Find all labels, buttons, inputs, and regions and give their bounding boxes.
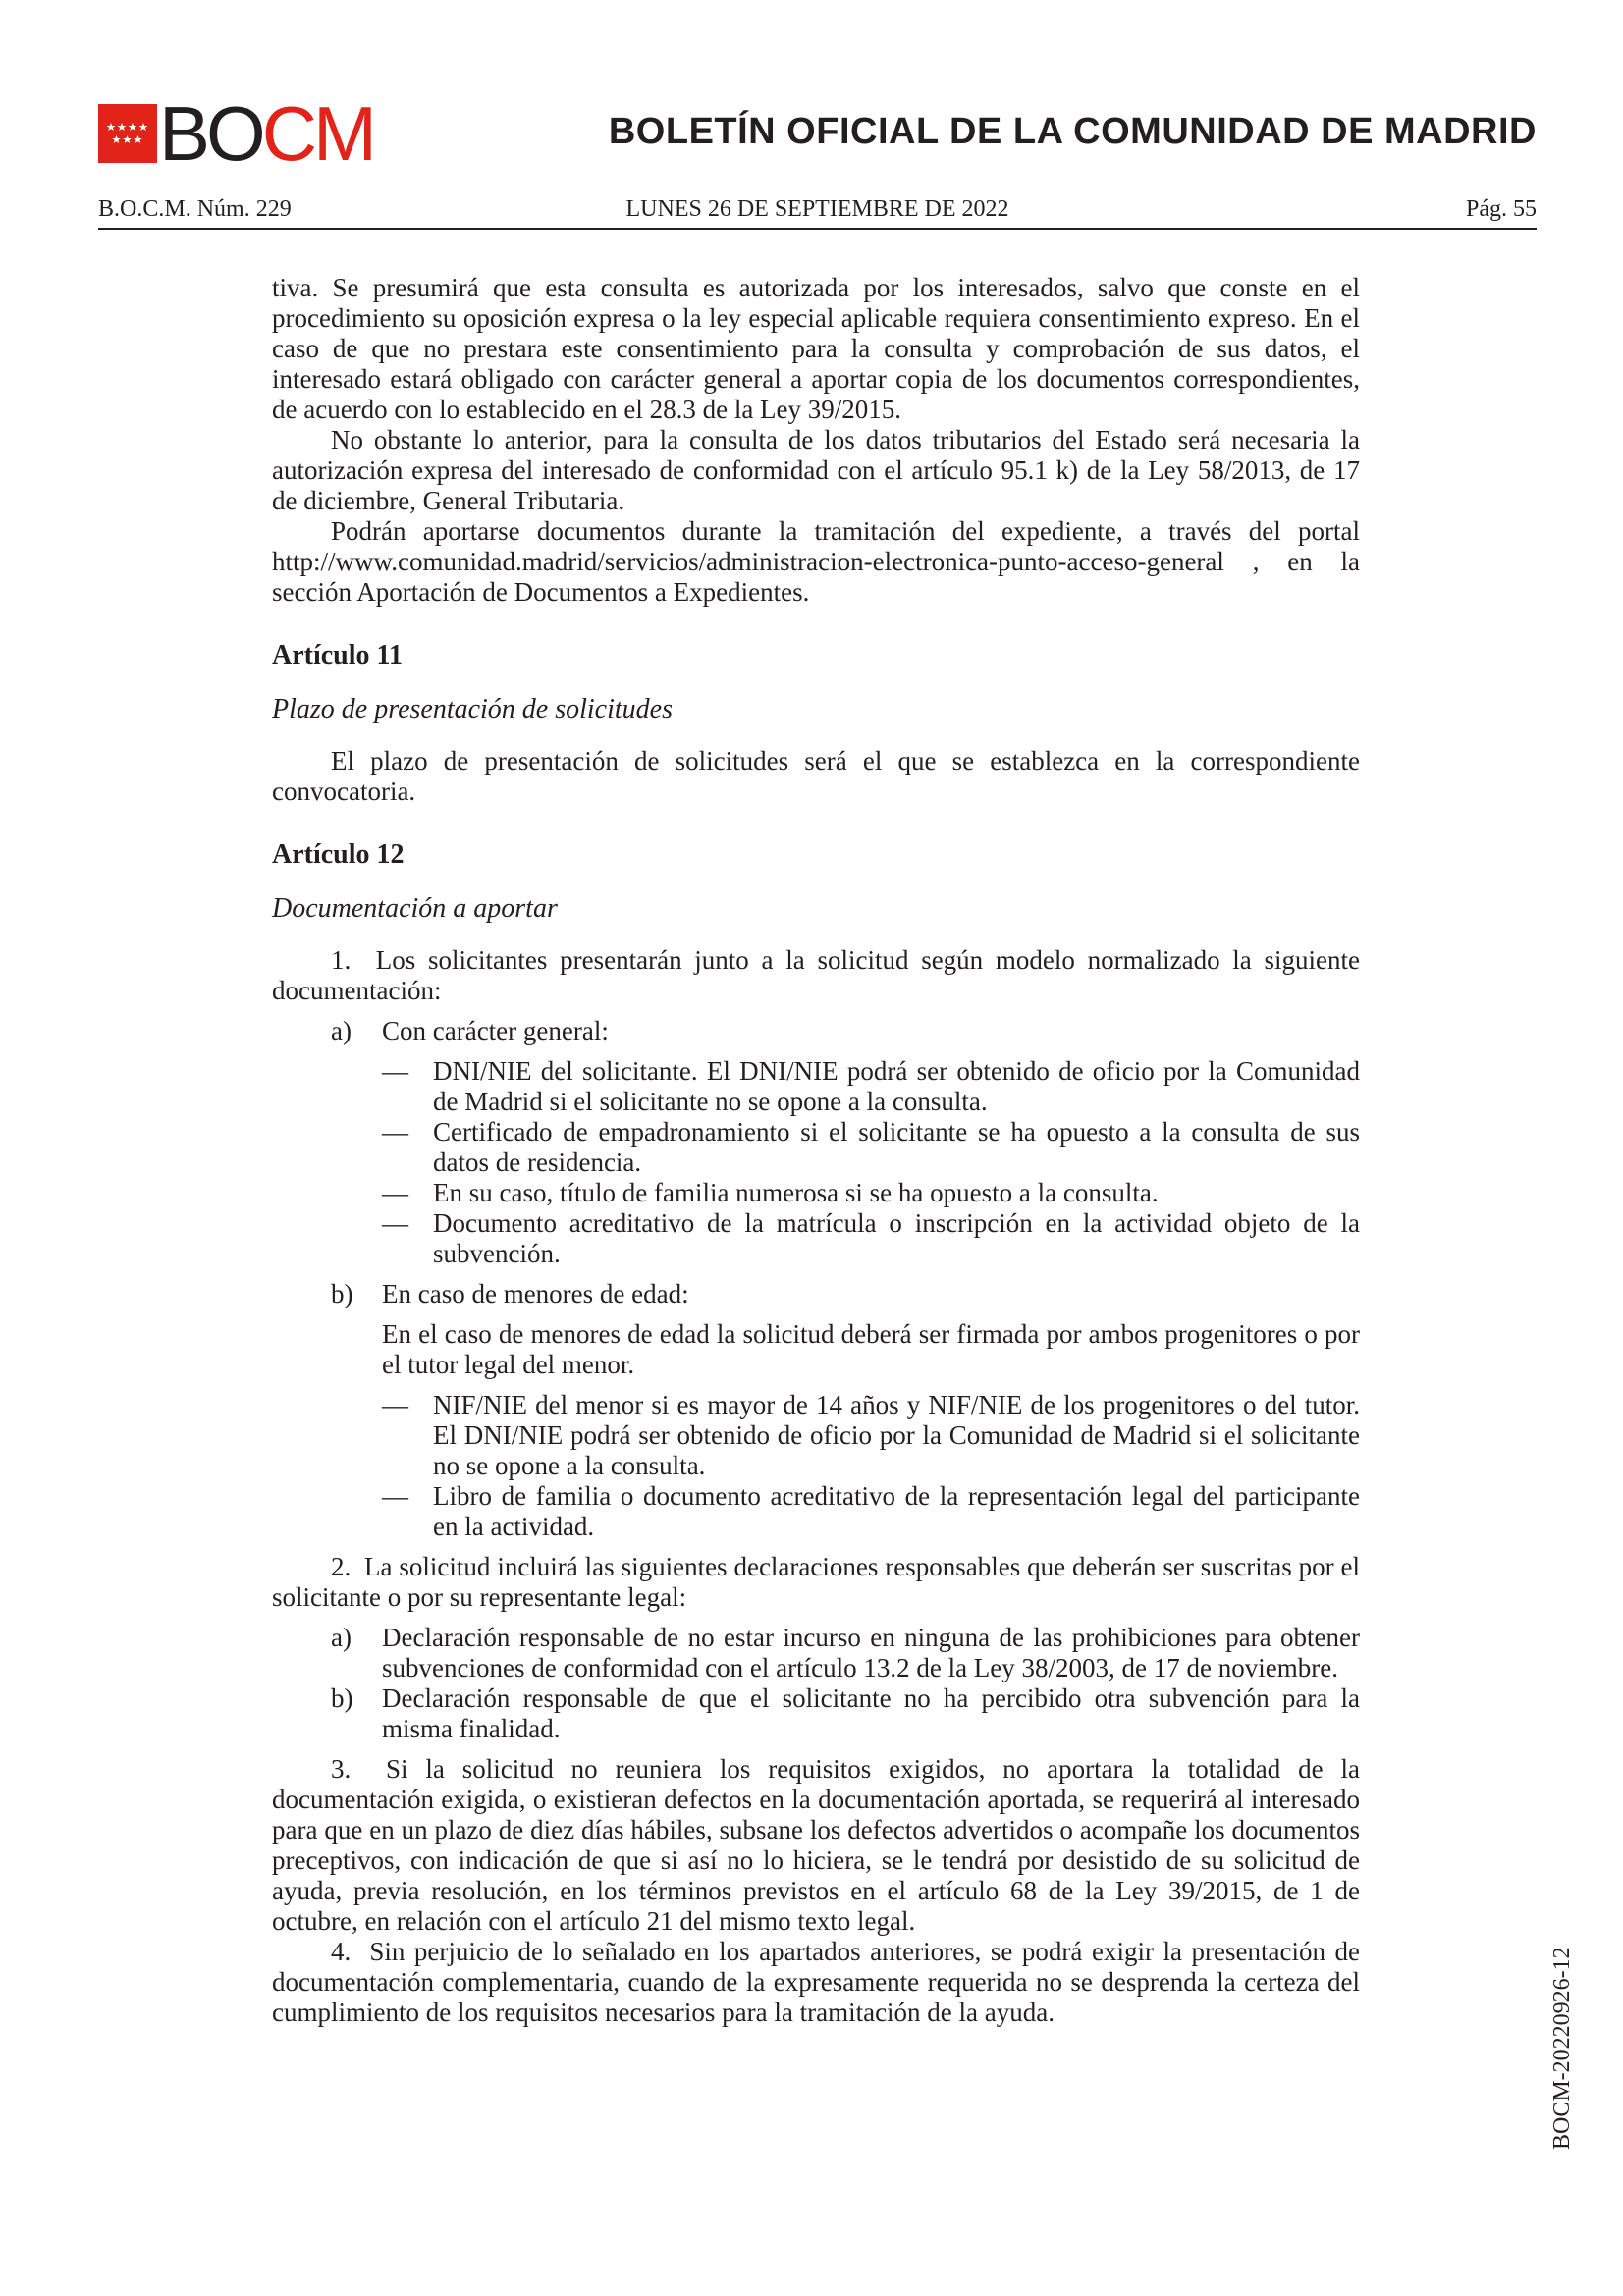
logo-wordmark: BOCM (159, 90, 374, 177)
list-text: Declaración responsable de que el solicitante no ha percibido otra subvención para la misma finalidad. (382, 1683, 1360, 1743)
document-code: BOCM-20220926-12 (1549, 1947, 1575, 2150)
dash-mark: — (382, 1390, 408, 1419)
dash-item (272, 1056, 1360, 1117)
dash-item (272, 1481, 1360, 1542)
dash-item (272, 1117, 1360, 1178)
paragraph-text: Sin perjuicio de lo señalado en los apartados anteriores, se podrá exigir la presentación de documentación complementaria, cuando de la expresamente requerida no se desprenda la certeza del cumplimiento de los requisitos necesarios para la tramitación de la ayuda. (272, 1937, 1360, 2027)
numbered-paragraph (272, 1754, 1360, 1937)
paragraph-text: La solicitud incluirá las siguientes declaraciones responsables que deberán ser suscritas por el solicitante o por su representante legal: (272, 1552, 1360, 1612)
header-rule (98, 228, 1537, 230)
dash-text: DNI/NIE del solicitante. El DNI/NIE podrá ser obtenido de oficio por la Comunidad de Madrid si el solicitante no se opone a la consulta. (433, 1056, 1360, 1116)
list-label: a) (331, 1623, 352, 1652)
paragraph-text: Si la solicitud no reuniera los requisitos exigidos, no aportara la totalidad de la documentación exigida, o existieran defectos en la documentación aportada, se requerirá al interesado para que en un plazo de diez días hábiles, subsane los defectos advertidos o acompañe los documentos preceptivos, con indicación de que si así no lo hiciera, se le tendrá por desistido de su solicitud de ayuda, previa resolución, en los términos previstos en el artículo 68 de la Ley 39/2015, de 1 de octubre, en relación con el artículo 21 del mismo texto legal. (272, 1754, 1361, 1936)
madrid-stars-icon (98, 104, 157, 163)
dash-text: Documento acreditativo de la matrícula o inscripción en la actividad objeto de la subvención. (433, 1208, 1360, 1268)
bocm-logo (98, 90, 374, 177)
dash-item (272, 1178, 1360, 1208)
list-label: b) (331, 1279, 353, 1308)
article-subtitle: Plazo de presentación de solicitudes (272, 694, 673, 724)
article-heading: Artículo 12 (272, 839, 405, 870)
dash-mark: — (382, 1208, 408, 1238)
body-paragraph: No obstante lo anterior, para la consulta de los datos tributarios del Estado será necesaria la autorización expresa del interesado de conformidad con el artículo 95.1 k) de la Ley 58/2013, de 17 de diciembre, General Tributaria. (272, 425, 1360, 515)
numbered-paragraph (272, 1937, 1360, 2028)
publication-title: BOLETÍN OFICIAL DE LA COMUNIDAD DE MADRID (608, 111, 1537, 152)
dash-item (272, 1208, 1360, 1269)
dash-text: Certificado de empadronamiento si el solicitante se ha opuesto a la consulta de sus datos de residencia. (433, 1117, 1360, 1177)
dash-text: Libro de familia o documento acreditativo de la representación legal del participante en la actividad. (433, 1481, 1360, 1541)
dash-mark: — (382, 1056, 408, 1086)
issue-number: B.O.C.M. Núm. 229 (98, 196, 292, 222)
page-body (272, 273, 1360, 2028)
list-item (272, 1623, 1360, 1683)
article-heading: Artículo 11 (272, 640, 403, 670)
sub-paragraph: En el caso de menores de edad la solicitud deberá ser firmada por ambos progenitores o por el tutor legal del menor. (382, 1319, 1360, 1379)
dash-mark: — (382, 1481, 408, 1511)
dash-mark: — (382, 1117, 408, 1147)
list-item (272, 1279, 1360, 1309)
body-paragraph: tiva. Se presumirá que esta consulta es autorizada por los interesados, salvo que conste en el procedimiento su oposición expresa o la ley especial aplicable requiera consentimiento expreso. En el caso de que no prestara este consentimiento para la consulta y comprobación de sus datos, el interesado estará obligado con carácter general a aportar copia de los documentos correspondientes, de acuerdo con lo establecido en el 28.3 de la Ley 39/2015. (272, 273, 1360, 424)
paragraph-number: 4. (331, 1937, 352, 1966)
dash-text: En su caso, título de familia numerosa si se ha opuesto a la consulta. (433, 1178, 1159, 1207)
list-text: En caso de menores de edad: (382, 1279, 689, 1308)
dash-mark: — (382, 1178, 408, 1207)
article-subtitle: Documentación a aportar (272, 893, 558, 924)
list-text: Con carácter general: (382, 1016, 609, 1045)
paragraph-number: 1. (331, 945, 352, 975)
paragraph-number: 3. (331, 1754, 352, 1784)
list-label: a) (331, 1016, 352, 1045)
body-paragraph: El plazo de presentación de solicitudes será el que se establezca en la correspondiente convocatoria. (272, 746, 1360, 806)
paragraph-text: Los solicitantes presentarán junto a la solicitud según modelo normalizado la siguiente documentación: (272, 945, 1361, 1005)
body-paragraph: Podrán aportarse documentos durante la tramitación del expediente, a través del portal http://www.comunidad.madrid/servicios/administracion-electronica-punto-acceso-general , en la sección Aportación de Documentos a Expedientes. (272, 516, 1360, 607)
dash-text: NIF/NIE del menor si es mayor de 14 años y NIF/NIE de los progenitores o del tutor. El DNI/NIE podrá ser obtenido de oficio por la Comunidad de Madrid si el solicitante no se opone a la consulta. (433, 1390, 1360, 1480)
running-header (98, 196, 1537, 226)
numbered-paragraph (272, 945, 1360, 1006)
list-item (272, 1016, 1360, 1046)
masthead (98, 90, 1537, 177)
page-number: Pág. 55 (1466, 196, 1537, 222)
list-text: Declaración responsable de no estar incurso en ninguna de las prohibiciones para obtener subvenciones de conformidad con el artículo 13.2 de la Ley 38/2003, de 17 de noviembre. (382, 1623, 1360, 1682)
issue-date: LUNES 26 DE SEPTIEMBRE DE 2022 (625, 196, 1009, 222)
numbered-paragraph (272, 1552, 1360, 1613)
list-item (272, 1683, 1360, 1744)
list-label: b) (331, 1683, 353, 1713)
dash-item (272, 1390, 1360, 1481)
paragraph-number: 2. (331, 1552, 352, 1581)
